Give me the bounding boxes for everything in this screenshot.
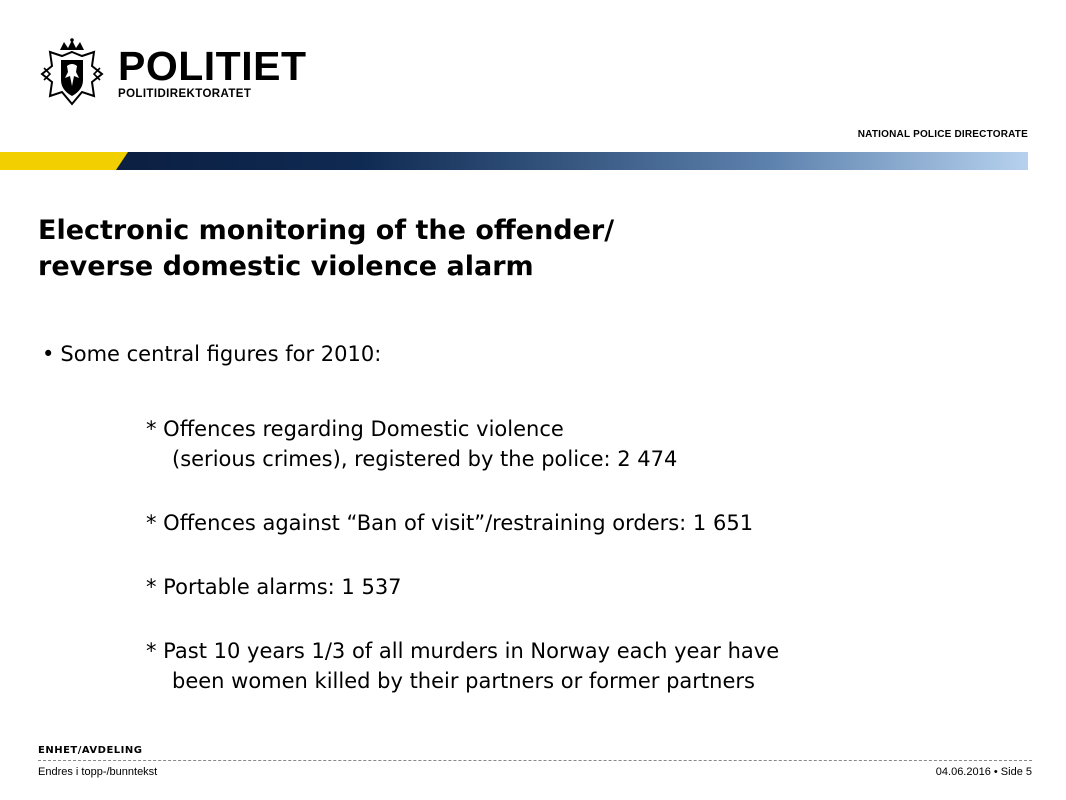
logo bbox=[36, 38, 307, 108]
directorate-label: NATIONAL POLICE DIRECTORATE bbox=[857, 129, 1028, 140]
list-item bbox=[146, 572, 779, 602]
logo-title: POLITIET bbox=[118, 43, 307, 89]
header-stripe bbox=[0, 152, 1028, 170]
footer-date-page: 04.06.2016 • Side 5 bbox=[935, 766, 1032, 778]
list-item-line-2: (serious crimes), registered by the police: 2 474 bbox=[172, 447, 678, 471]
title-line-2: reverse domestic violence alarm bbox=[38, 251, 534, 282]
list-item bbox=[146, 636, 779, 696]
bullet-point bbox=[42, 342, 381, 366]
bullet-text: Some central figures for 2010: bbox=[60, 342, 382, 366]
bullet-dot-icon: • bbox=[42, 342, 55, 366]
list-item-line-1: * Past 10 years 1/3 of all murders in Norway each year have bbox=[146, 639, 780, 663]
list-item bbox=[146, 508, 779, 538]
list-item-line-1: * Portable alarms: 1 537 bbox=[146, 575, 402, 599]
list-item bbox=[146, 414, 779, 474]
list-item-line-1: * Offences against “Ban of visit”/restraining orders: 1 651 bbox=[146, 511, 754, 535]
title-line-1: Electronic monitoring of the offender/ bbox=[38, 215, 615, 246]
figures-list bbox=[146, 414, 779, 730]
police-crest-icon bbox=[36, 38, 108, 108]
list-item-line-2: been women killed by their partners or former partners bbox=[172, 669, 755, 693]
list-item-line-1: * Offences regarding Domestic violence bbox=[146, 417, 564, 441]
slide-title bbox=[38, 213, 614, 285]
footer-divider bbox=[38, 760, 1032, 761]
logo-subtitle: POLITIDIREKTORATET bbox=[118, 88, 252, 100]
footer-unit: ENHET/AVDELING bbox=[38, 745, 143, 756]
footer-left-text: Endres i topp-/bunntekst bbox=[38, 766, 158, 778]
